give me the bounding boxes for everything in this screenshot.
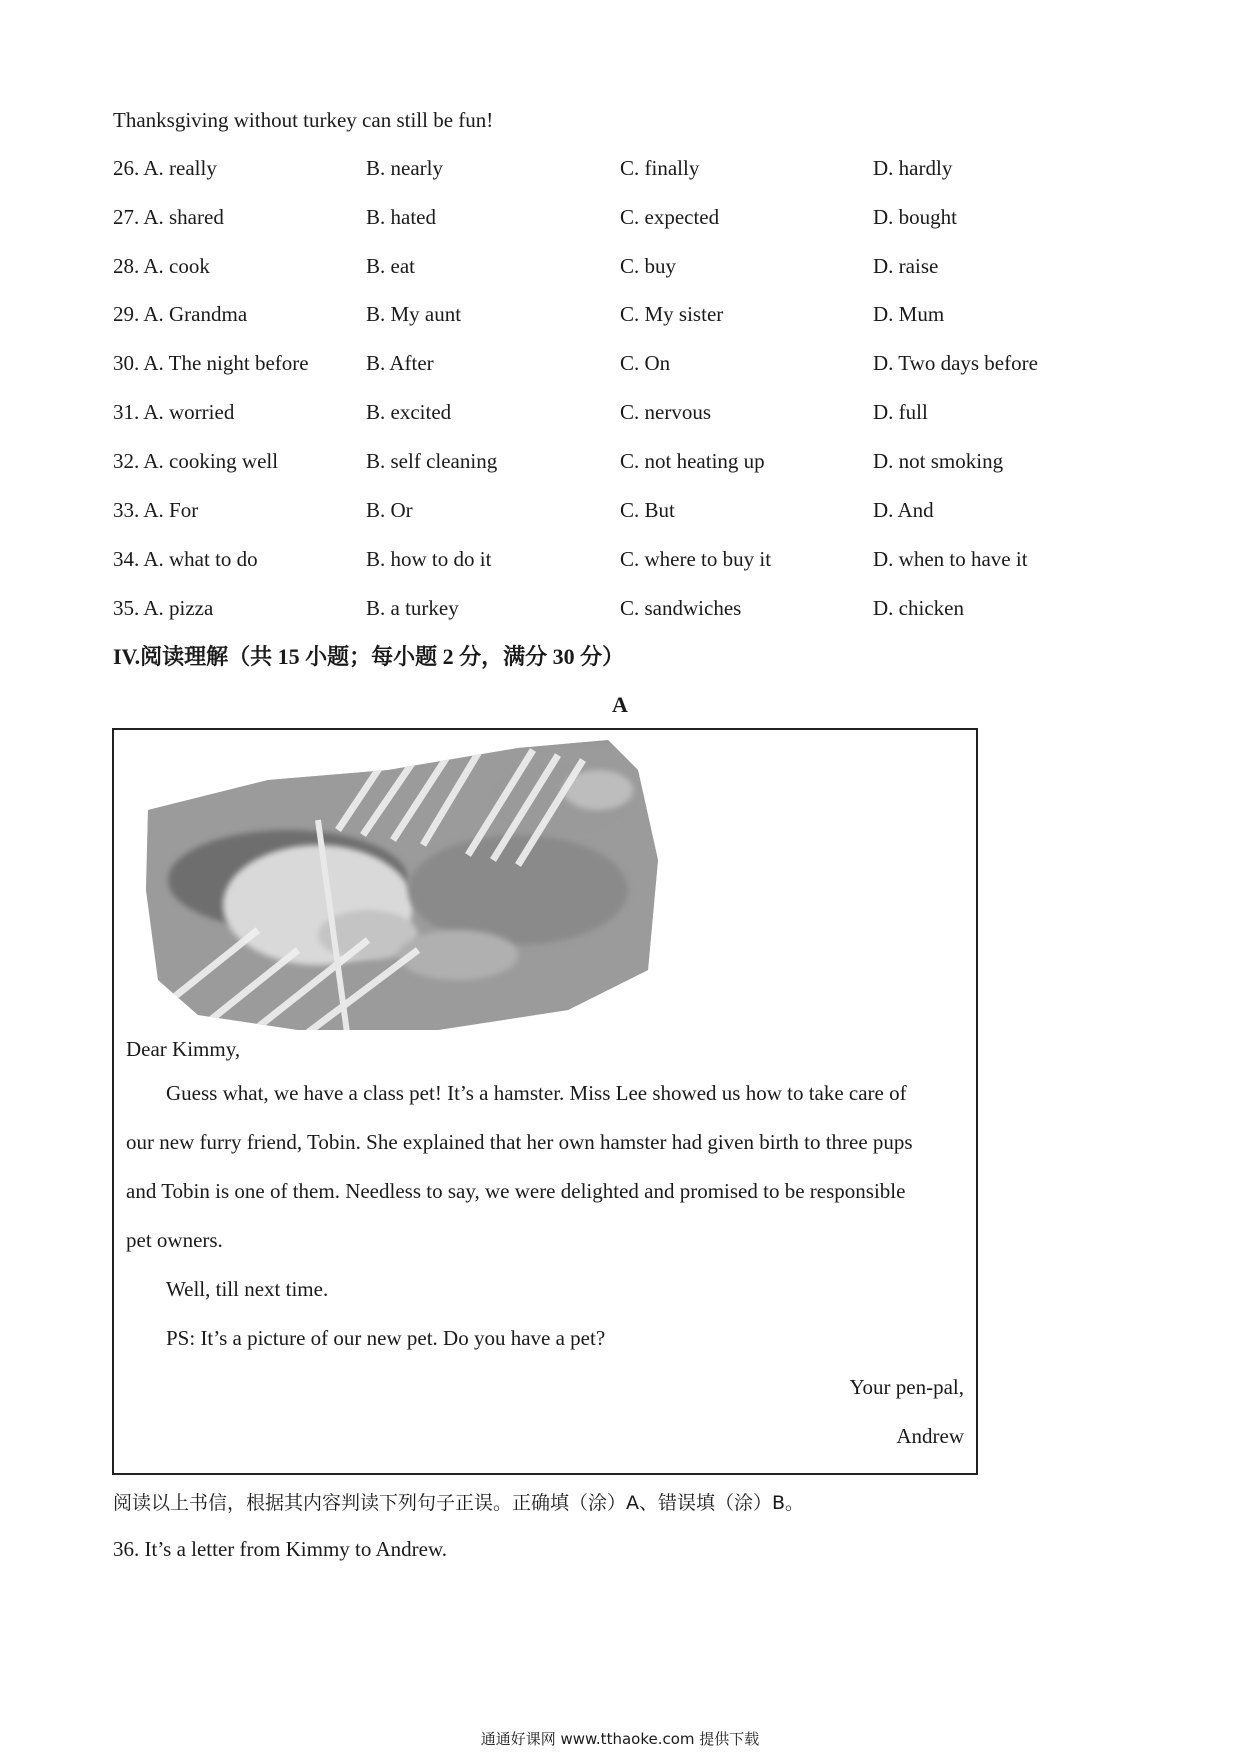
option-b: B. After <box>366 351 434 375</box>
hamster-photo <box>138 740 698 1040</box>
letter-body-line: and Tobin is one of them. Needless to say, we were delighted and promised to be responsible <box>126 1179 906 1203</box>
option-a: 33. A. For <box>113 498 199 522</box>
option-b: B. self cleaning <box>366 449 498 473</box>
option-c: C. sandwiches <box>620 596 742 620</box>
option-d: D. when to have it <box>873 547 1028 571</box>
page-footer: 通通好课网 www.tthaoke.com 提供下载 <box>480 1730 760 1748</box>
option-b: B. My aunt <box>366 302 462 326</box>
option-a: 27. A. shared <box>113 205 224 229</box>
option-a: 31. A. worried <box>113 400 235 424</box>
option-a: 35. A. pizza <box>113 596 214 620</box>
section-heading: IV.阅读理解（共 15 小题；每小题 2 分，满分 30 分） <box>113 644 625 669</box>
option-d: D. hardly <box>873 156 953 180</box>
question-row <box>113 596 1113 626</box>
option-d: D. not smoking <box>873 449 1004 473</box>
question-row <box>113 498 1113 528</box>
question-36: 36. It’s a letter from Kimmy to Andrew. <box>113 1537 447 1561</box>
option-c: C. But <box>620 498 675 522</box>
option-b: B. a turkey <box>366 596 459 620</box>
intro-line: Thanksgiving without turkey can still be fun! <box>113 108 494 132</box>
option-a: 30. A. The night before <box>113 351 309 375</box>
letter-signoff: Your pen-pal, <box>849 1375 964 1399</box>
option-d: D. Mum <box>873 302 945 326</box>
option-a: 26. A. really <box>113 156 217 180</box>
question-row <box>113 547 1113 577</box>
option-a: 29. A. Grandma <box>113 302 248 326</box>
letter-body-line: our new furry friend, Tobin. She explained that her own hamster had given birth to three pups <box>126 1130 913 1154</box>
option-b: B. hated <box>366 205 436 229</box>
question-row <box>113 302 1113 332</box>
option-b: B. Or <box>366 498 413 522</box>
option-c: C. On <box>620 351 671 375</box>
letter-body-line: Guess what, we have a class pet! It’s a hamster. Miss Lee showed us how to take care of <box>166 1081 907 1105</box>
option-a: 34. A. what to do <box>113 547 258 571</box>
option-c: C. nervous <box>620 400 711 424</box>
option-b: B. excited <box>366 400 452 424</box>
option-c: C. not heating up <box>620 449 765 473</box>
option-c: C. My sister <box>620 302 724 326</box>
passage-label: A <box>612 692 628 717</box>
option-d: D. bought <box>873 205 957 229</box>
option-d: D. And <box>873 498 934 522</box>
option-d: D. full <box>873 400 928 424</box>
letter-greeting: Dear Kimmy, <box>126 1037 241 1061</box>
option-d: D. raise <box>873 254 939 278</box>
letter-box <box>112 728 978 1475</box>
letter-ps: PS: It’s a picture of our new pet. Do you have a pet? <box>166 1326 606 1350</box>
option-c: C. finally <box>620 156 700 180</box>
option-b: B. nearly <box>366 156 443 180</box>
option-c: C. buy <box>620 254 677 278</box>
option-b: B. how to do it <box>366 547 492 571</box>
option-a: 28. A. cook <box>113 254 210 278</box>
question-row <box>113 205 1113 235</box>
letter-body-line: pet owners. <box>126 1228 223 1252</box>
letter-signature: Andrew <box>896 1424 964 1448</box>
letter-closing: Well, till next time. <box>166 1277 329 1301</box>
question-row <box>113 449 1113 479</box>
option-b: B. eat <box>366 254 415 278</box>
question-row <box>113 351 1113 381</box>
option-c: C. expected <box>620 205 720 229</box>
option-c: C. where to buy it <box>620 547 772 571</box>
question-row <box>113 254 1113 284</box>
option-a: 32. A. cooking well <box>113 449 279 473</box>
option-d: D. chicken <box>873 596 964 620</box>
option-d: D. Two days before <box>873 351 1038 375</box>
question-row <box>113 156 1113 186</box>
question-row <box>113 400 1113 430</box>
instruction: 阅读以上书信，根据其内容判读下列句子正误。正确填（涂）A、错误填（涂）B。 <box>113 1492 805 1514</box>
